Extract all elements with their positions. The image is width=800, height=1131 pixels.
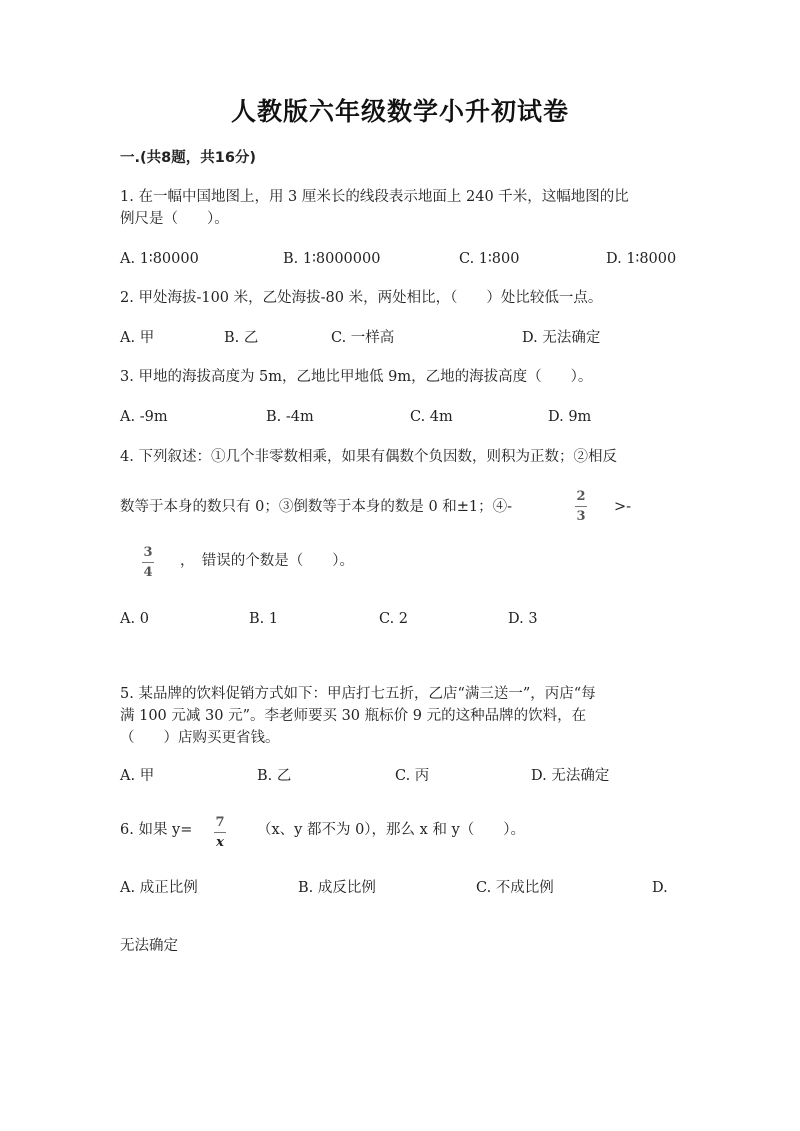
q1-option-a[interactable]: A. 1∶80000: [120, 251, 199, 267]
fraction-denominator: 4: [143, 565, 153, 580]
q4-option-c[interactable]: C. 2: [379, 611, 409, 627]
fraction-bar: [214, 832, 226, 833]
q5-option-d[interactable]: D. 无法确定: [531, 768, 610, 784]
question-1-line-1: 1. 在一幅中国地图上，用 3 厘米长的线段表示地面上 240 千米，这幅地图的比: [120, 189, 629, 205]
q1-option-c[interactable]: C. 1∶800: [459, 251, 520, 267]
fraction-denominator: x: [216, 835, 224, 850]
q4-option-a[interactable]: A. 0: [120, 611, 149, 627]
q3-option-d[interactable]: D. 9m: [548, 409, 592, 425]
fraction-numerator: 3: [143, 545, 153, 560]
q2-option-b[interactable]: B. 乙: [224, 330, 259, 346]
q3-option-b[interactable]: B. -4m: [266, 409, 314, 425]
question-5-line-1: 5. 某品牌的饮料促销方式如下：甲店打七五折，乙店“满三送一”，丙店“每: [120, 686, 596, 702]
greater-than-symbol: >-: [614, 499, 632, 515]
fraction-bar: [575, 506, 587, 507]
fraction-numerator: 2: [576, 489, 586, 504]
question-5-line-3: （ ）店购买更省钱。: [120, 730, 280, 746]
q5-option-c[interactable]: C. 丙: [395, 768, 430, 784]
q5-option-b[interactable]: B. 乙: [257, 768, 292, 784]
q2-option-a[interactable]: A. 甲: [120, 330, 155, 346]
question-6-prefix: 6. 如果 y=: [120, 822, 193, 838]
fraction-three-quarters: [142, 545, 154, 580]
q6-option-a[interactable]: A. 成正比例: [120, 880, 198, 896]
page-title: 人教版六年级数学小升初试卷: [230, 97, 569, 126]
q3-option-c[interactable]: C. 4m: [410, 409, 453, 425]
question-6-suffix: （x、y 都不为 0），那么 x 和 y（ ）。: [257, 822, 526, 838]
q4-option-d[interactable]: D. 3: [508, 611, 538, 627]
q6-option-d[interactable]: D.: [652, 880, 668, 896]
q6-option-c[interactable]: C. 不成比例: [476, 880, 554, 896]
section-heading: 一.(共8题，共16分): [120, 150, 257, 166]
fraction-denominator: 3: [576, 509, 586, 524]
fraction-two-thirds: [575, 489, 587, 524]
question-4-line-1: 4. 下列叙述：①几个非零数相乘，如果有偶数个负因数，则积为正数；②相反: [120, 449, 617, 465]
question-1-line-2: 例尺是（ ）。: [120, 211, 229, 227]
q1-option-d[interactable]: D. 1∶8000: [606, 251, 677, 267]
question-3-line-1: 3. 甲地的海拔高度为 5m，乙地比甲地低 9m，乙地的海拔高度（ ）。: [120, 369, 593, 385]
q2-option-c[interactable]: C. 一样高: [331, 330, 395, 346]
q3-option-a[interactable]: A. -9m: [120, 409, 168, 425]
q5-option-a[interactable]: A. 甲: [120, 768, 155, 784]
question-2-line-1: 2. 甲处海拔-100 米，乙处海拔-80 米，两处相比，（ ）处比较低一点。: [120, 290, 603, 306]
question-4-line-3: ， 错误的个数是（ ）。: [180, 553, 354, 569]
q1-option-b[interactable]: B. 1∶8000000: [283, 251, 381, 267]
question-5-line-2: 满 100 元减 30 元”。李老师要买 30 瓶标价 9 元的这种品牌的饮料，在: [120, 708, 587, 724]
fraction-bar: [142, 562, 154, 563]
question-4-line-2: 数等于本身的数只有 0；③倒数等于本身的数是 0 和±1；④-: [120, 499, 513, 515]
q6-option-d-wrap[interactable]: 无法确定: [120, 938, 178, 954]
q4-option-b[interactable]: B. 1: [249, 611, 279, 627]
fraction-numerator: 7: [215, 815, 225, 830]
q6-option-b[interactable]: B. 成反比例: [298, 880, 376, 896]
fraction-seven-over-x: [214, 815, 226, 850]
q2-option-d[interactable]: D. 无法确定: [522, 330, 601, 346]
